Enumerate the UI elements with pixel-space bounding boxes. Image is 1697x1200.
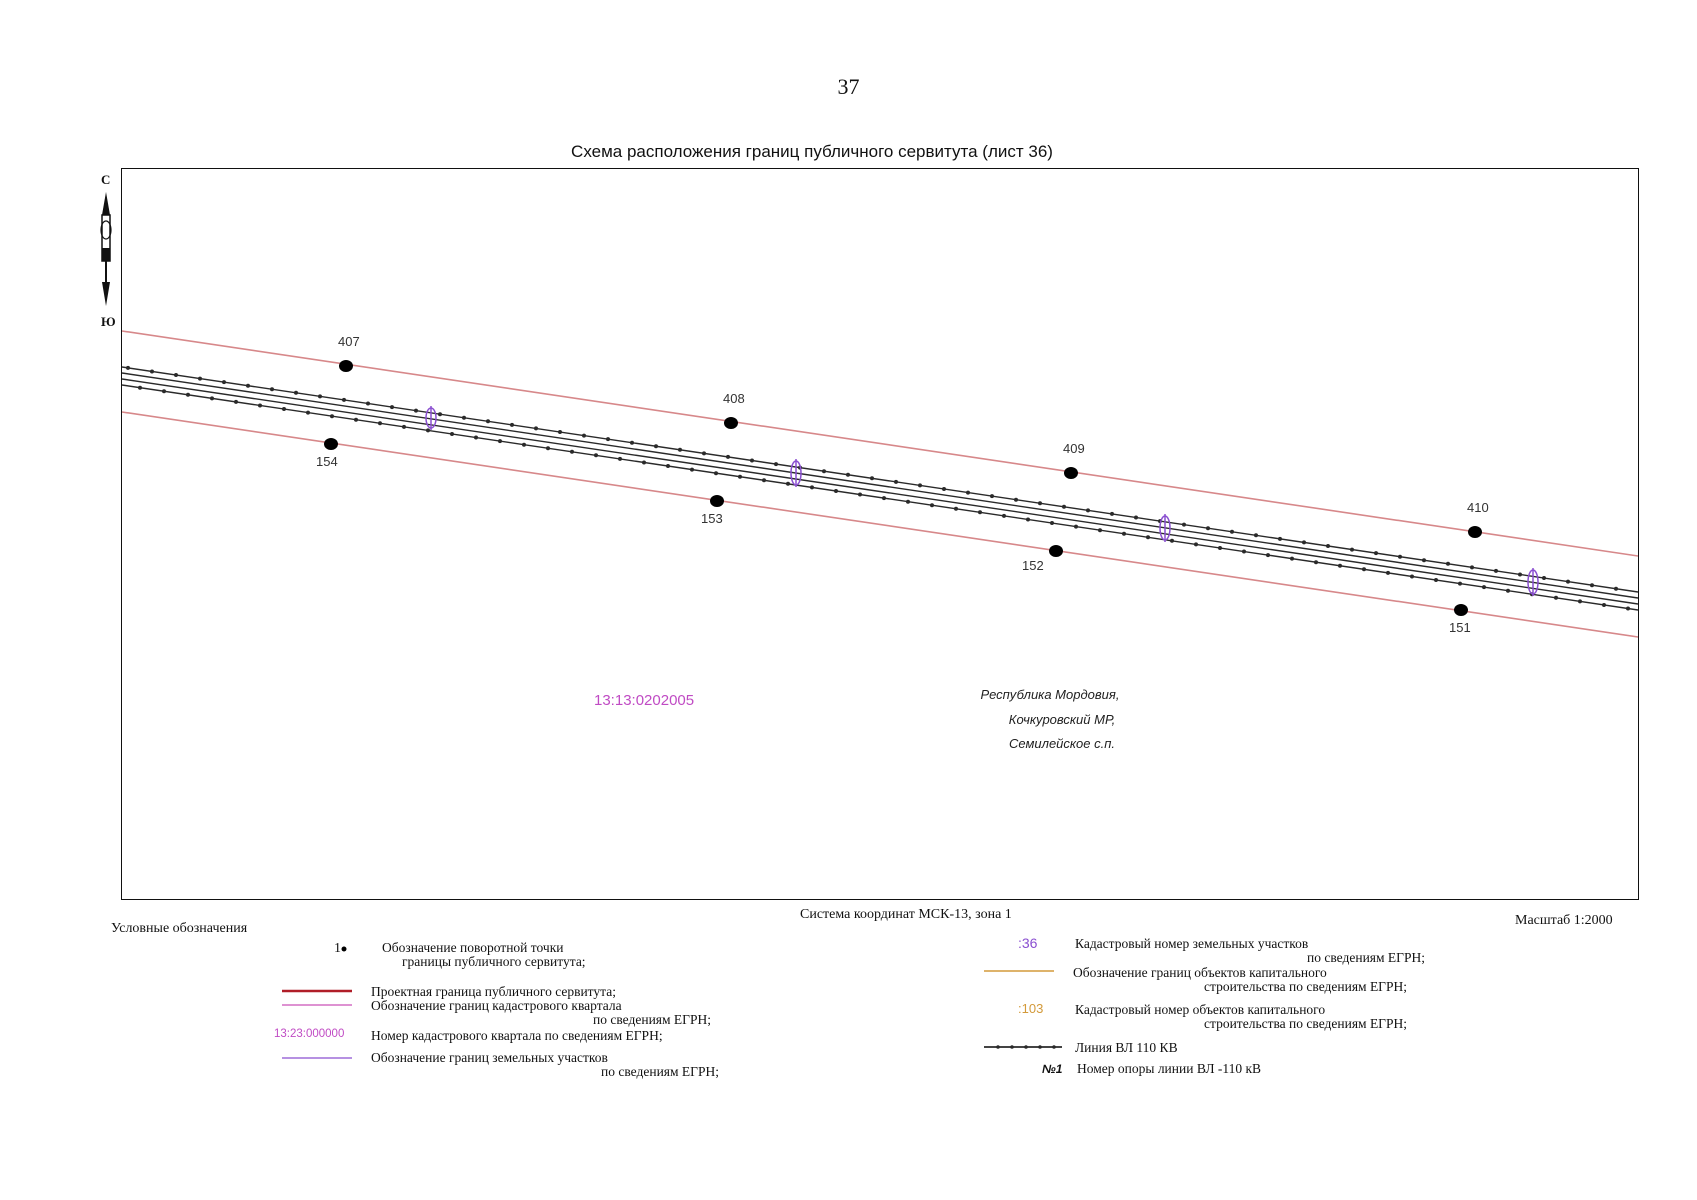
turning-point-408 (724, 417, 738, 429)
turning-point-153 (710, 495, 724, 507)
region-label-line-3: Семилейское с.п. (1009, 736, 1115, 751)
wire-dot (774, 462, 778, 466)
turning-point-154 (324, 438, 338, 450)
legend-quarter-number-sample: 13:23:000000 (274, 1028, 345, 1040)
page-number: 37 (837, 74, 860, 99)
wire-dot (1026, 518, 1030, 522)
wire-dot (1494, 569, 1498, 573)
wire-dot (390, 405, 394, 409)
wire-dot (654, 444, 658, 448)
wire-dot (894, 480, 898, 484)
point-label-152: 152 (1022, 558, 1044, 573)
legend-item-parcel-number: Кадастровый номер земельных участков по сведениям ЕГРН; (1075, 936, 1425, 965)
wire-dot (1062, 505, 1066, 509)
wire-dot (1578, 599, 1582, 603)
wire-dot (1194, 542, 1198, 546)
wire-dot (762, 478, 766, 482)
wire-dot (210, 396, 214, 400)
wire-dot (1242, 550, 1246, 554)
legend-item-pole-number: Номер опоры линии ВЛ -110 кВ (1077, 1061, 1262, 1076)
wire-dot (1410, 575, 1414, 579)
wire-dot (1014, 498, 1018, 502)
wire-dot (438, 412, 442, 416)
point-label-408: 408 (723, 391, 745, 406)
wire-dot (402, 425, 406, 429)
wire-dot (630, 441, 634, 445)
wire-dot (222, 380, 226, 384)
wire-dot (1302, 540, 1306, 544)
wire-dot (1218, 546, 1222, 550)
wire-dot (594, 453, 598, 457)
wire-dot (318, 394, 322, 398)
legend-title: Условные обозначения (111, 921, 248, 936)
wire-dot (714, 471, 718, 475)
legend-item-quarter-boundary: Обозначение границ кадастрового квартала по сведениям ЕГРН; (371, 998, 711, 1027)
legend-item-capital-object-boundary: Обозначение границ объектов капитального строительства по сведениям ЕГРН; (1073, 965, 1407, 994)
wire-dot (1458, 582, 1462, 586)
wire-dot (282, 407, 286, 411)
wire-dot (690, 468, 694, 472)
wire-dot (258, 404, 262, 408)
wire-dot (186, 393, 190, 397)
wire-dot (1038, 501, 1042, 505)
wire-dot (858, 493, 862, 497)
wire-dot (354, 418, 358, 422)
legend-item-turning-point: Обозначение поворотной точки границы публичного сервитута; (382, 940, 586, 969)
legend-item-capital-object-number: Кадастровый номер объектов капитального строительства по сведениям ЕГРН; (1075, 1002, 1407, 1031)
wire-dot (378, 421, 382, 425)
wire-dot (126, 366, 130, 370)
wire-dot (1386, 571, 1390, 575)
wire-dot (870, 476, 874, 480)
legend-item-quarter-number: Номер кадастрового квартала по сведениям ЕГРН; (371, 1028, 663, 1043)
wire-dot (1518, 573, 1522, 577)
point-label-407: 407 (338, 334, 360, 349)
wire-dot (846, 473, 850, 477)
compass-arrow-icon (101, 192, 111, 306)
wire-dot (1326, 544, 1330, 548)
wire-dot (738, 475, 742, 479)
wire-dot (306, 411, 310, 415)
wire-dot (822, 469, 826, 473)
wire-dot (246, 384, 250, 388)
wire-dot (1122, 532, 1126, 536)
wire-dot (450, 432, 454, 436)
wire-dot (618, 457, 622, 461)
wire-dot (1590, 583, 1594, 587)
wire-dot (606, 437, 610, 441)
wire-dot (462, 416, 466, 420)
point-label-151: 151 (1449, 620, 1471, 635)
legend-point-sample: 1 (334, 941, 341, 956)
wire-dot (1398, 555, 1402, 559)
wire-dot (582, 434, 586, 438)
legend-item-power-line: Линия ВЛ 110 КВ (1075, 1040, 1178, 1055)
wire-dot (522, 443, 526, 447)
wire-dot (1050, 521, 1054, 525)
wire-dot (162, 389, 166, 393)
point-label-410: 410 (1467, 500, 1489, 515)
wire-dot (474, 436, 478, 440)
wire-dot (1614, 587, 1618, 591)
wire-dot (570, 450, 574, 454)
wire-dot (810, 485, 814, 489)
wire-dot (1446, 562, 1450, 566)
power-line-110kv (122, 367, 1638, 610)
wire-dot (1602, 603, 1606, 607)
wire-dot (330, 414, 334, 418)
wire-dot (1110, 512, 1114, 516)
wire-dot (978, 510, 982, 514)
wire-dot (558, 430, 562, 434)
wire-dot (642, 461, 646, 465)
turning-point-410 (1468, 526, 1482, 538)
wire-dot (1422, 558, 1426, 562)
turning-point-151 (1454, 604, 1468, 616)
wire-dot (1134, 516, 1138, 520)
wire-dot (834, 489, 838, 493)
turning-point-152 (1049, 545, 1063, 557)
wire-dot (546, 446, 550, 450)
wire-dot (954, 507, 958, 511)
wire-dot (1374, 551, 1378, 555)
wire-dot (198, 377, 202, 381)
wire-dot (726, 455, 730, 459)
wire-dot (1626, 607, 1630, 611)
wire-dot (150, 370, 154, 374)
wire-dot (234, 400, 238, 404)
wire-dot (1314, 560, 1318, 564)
point-label-153: 153 (701, 511, 723, 526)
wire-dot (138, 386, 142, 390)
wire-dot (1566, 580, 1570, 584)
wire-dot (414, 409, 418, 413)
wire-dot (1278, 537, 1282, 541)
wire-dot (942, 487, 946, 491)
wire-dot (702, 451, 706, 455)
wire-dot (1146, 535, 1150, 539)
point-label-154: 154 (316, 454, 338, 469)
wire-dot (990, 494, 994, 498)
map-title: Схема расположения границ публичного сервитута (лист 36) (571, 142, 1053, 161)
wire-dot (1338, 564, 1342, 568)
wire-dot (486, 419, 490, 423)
wire-dot (498, 439, 502, 443)
wire-dot (1362, 567, 1366, 571)
wire-dot (966, 491, 970, 495)
region-label-line-1: Республика Мордовия, (980, 687, 1120, 702)
wire-dot (534, 426, 538, 430)
cadastral-quarter-number: 13:13:0202005 (594, 692, 695, 709)
legend-item-parcel-boundary: Обозначение границ земельных участков по сведениям ЕГРН; (371, 1050, 719, 1079)
wire-dot (1266, 553, 1270, 557)
wire-dot (270, 387, 274, 391)
wire-dot (1206, 526, 1210, 530)
region-label-line-2: Кочкуровский МР, (1008, 712, 1116, 727)
map-scale: Масштаб 1:2000 (1515, 913, 1613, 928)
wire-dot (750, 459, 754, 463)
compass-north-label: С (101, 172, 111, 187)
wire-dot (666, 464, 670, 468)
wire-dot (918, 483, 922, 487)
wire-dot (174, 373, 178, 377)
wire-dot (426, 428, 430, 432)
wire-dot (1542, 576, 1546, 580)
wire-dot (510, 423, 514, 427)
wire-dot (1086, 508, 1090, 512)
coordinate-system: Система координат МСК-13, зона 1 (800, 907, 1012, 922)
wire-dot (366, 402, 370, 406)
wire-dot (1254, 533, 1258, 537)
compass-south-label: Ю (101, 314, 116, 329)
wire-dot (906, 500, 910, 504)
wire-dot (678, 448, 682, 452)
wire-dot (1350, 548, 1354, 552)
wire-dot (786, 482, 790, 486)
wire-dot (1434, 578, 1438, 582)
wire-dot (342, 398, 346, 402)
legend-capital-object-number-sample: :103 (1018, 1001, 1044, 1016)
turning-point-409 (1064, 467, 1078, 479)
turning-point-407 (339, 360, 353, 372)
wire-dot (1098, 528, 1102, 532)
wire-dot (1290, 557, 1294, 561)
wire-dot (1230, 530, 1234, 534)
wire-dot (1482, 585, 1486, 589)
point-label-409: 409 (1063, 441, 1085, 456)
legend-pole-number-sample: №1 (1042, 1062, 1063, 1076)
legend-item-servitude-boundary: Проектная граница публичного сервитута; (371, 984, 616, 999)
wire-dot (1074, 525, 1078, 529)
power-line-dots (126, 366, 1630, 611)
wire-dot (1182, 523, 1186, 527)
wire-dot (1002, 514, 1006, 518)
wire-dot (930, 503, 934, 507)
legend-parcel-number-sample: :36 (1018, 935, 1038, 951)
servitude-boundary-south (122, 412, 1638, 637)
wire-dot (1470, 565, 1474, 569)
wire-dot (1506, 589, 1510, 593)
wire-dot (1170, 539, 1174, 543)
wire-dot (294, 391, 298, 395)
wire-dot (882, 496, 886, 500)
wire-dot (1554, 596, 1558, 600)
